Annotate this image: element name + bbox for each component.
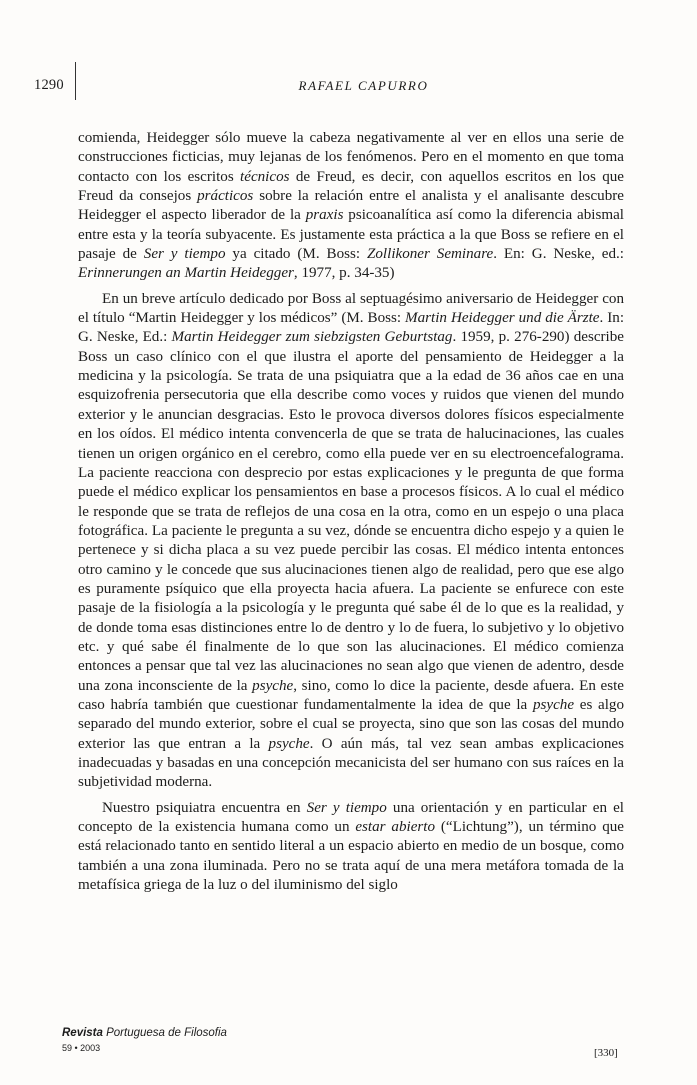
text-run: , sino, como lo dice la paciente, desde afuera. En este caso habría también que cuestionar fundamentalmente la idea de que la bbox=[78, 677, 624, 713]
text-run: , 1977, p. 34-35) bbox=[293, 265, 395, 282]
italic-run: prácticos bbox=[197, 188, 254, 205]
journal-title-rest: Portuguesa de Filosofia bbox=[102, 1027, 227, 1039]
journal-issue: 59 • 2003 bbox=[62, 1043, 101, 1053]
italic-run: Martin Heidegger zum siebzigsten Geburtstag bbox=[171, 329, 453, 346]
text-run: psicoanalítica así como la diferencia abismal entre esta y la teoría subyacente. Es justamente esta práctica a la que Boss se refiere en el pasaje de bbox=[78, 207, 624, 263]
text-run: En un breve artículo dedicado por Boss al septuagésimo aniversario de Heidegger con el título “Martin Heidegger y los médicos” (M. Boss: bbox=[78, 290, 624, 327]
journal-title-bold: Revista bbox=[62, 1027, 103, 1039]
italic-run: Erinnerungen an Martin Heidegger bbox=[78, 265, 294, 282]
italic-run: psyche bbox=[252, 677, 294, 694]
paragraph bbox=[78, 129, 624, 284]
italic-run: Ser y tiempo bbox=[143, 246, 226, 263]
body-text bbox=[78, 129, 624, 895]
text-run: Nuestro psiquiatra encuentra en bbox=[102, 799, 307, 816]
text-run: . 1959, p. 276-290) describe Boss un caso clínico con el que ilustra el aporte del pensamiento de Heidegger a la medicina y la psicología. Se trata de una psiquiatra que a la edad de 36 años cae en una esquizofrenia persecutoria que ella describe como voces y ruidos que vienen del mundo exterior y le anuncian desgracias. Esto le provoca diversos dolores físicos especialmente en los oídos. El médico intenta convencerla de que se trata de halucinaciones, las cuales tienen un origen orgánico en el cerebro, como ella puede ver en su electroencefalograma. La paciente reacciona con desprecio por estas explicaciones y le pregunta de que forma puede el médico explicar los pensamientos en base a procesos físicos. A lo cual el médico le responde que se trata de reflejos de una cosa en la otra, como en un espejo o una placa fotográfica. La paciente le pregunta a su vez, dónde se encuentra dicho espejo y a quien le pertenece y si dicha placa a su vez puede percibir las cosas. El médico intenta entonces otro camino y le concede que sus alucinaciones tienen algo de realidad, pero que ese algo es puramente psíquico que ella proyecta hacia afuera. La paciente se enfurece con este pasaje de la fisiología a la psicología y le pregunta qué sabe él de lo que es la realidad, y de donde toma esas distinciones entre lo de dentro y lo de fuera, lo subjetivo y lo objetivo etc. y qué sabe él finalmente de lo que son las alucinaciones. El médico comienza entonces a pensar que tal vez las alucinaciones no sean algo que vienen de adentro, desde una zona inconsciente de la bbox=[78, 329, 624, 694]
italic-run: praxis bbox=[305, 207, 344, 224]
text-run: es algo separado del mundo exterior, sobre el cual se proyecta, sino que son las cosas del mundo exterior las que entran a la bbox=[78, 696, 625, 752]
page-number: 1290 bbox=[34, 77, 64, 93]
italic-run: Zollikoner Seminare bbox=[366, 246, 494, 263]
text-run: sobre la relación entre el analista y el analisante descubre Heidegger el aspecto liberador de la bbox=[78, 188, 624, 224]
text-run: ya citado (M. Boss: bbox=[225, 246, 367, 263]
text-run: . In: G. Neske, Ed.: bbox=[78, 310, 625, 346]
text-run: una orientación y en particular en el concepto de la existencia humana como un bbox=[78, 799, 624, 836]
text-run: . O aún más, tal vez sean ambas explicaciones inadecuadas y basadas en una concepción mecanicista del ser humano con sus raíces en la subjetividad moderna. bbox=[78, 735, 625, 791]
italic-run: psyche bbox=[268, 735, 310, 752]
text-run: . En: G. Neske, ed.: bbox=[493, 246, 624, 263]
paragraph bbox=[78, 799, 624, 896]
italic-run: estar abierto bbox=[355, 819, 436, 836]
running-head: RAFAEL CAPURRO bbox=[298, 78, 429, 93]
text-run: (“Lichtung”), un término que está relacionado tanto en sentido literal a un espacio abierto en medio de un bosque, como también a una zona iluminada. Pero no se trata aquí de una mera metáfora tomada de la metafísica griega de la luz o del iluminismo del siglo bbox=[78, 819, 624, 894]
text-run: comienda, Heidegger sólo mueve la cabeza negativamente al ver en ellos una serie de construcciones ficticias, muy lejanas de los fenómenos. Pero en el momento en que toma contacto con los escritos bbox=[78, 130, 624, 185]
italic-run: Martin Heidegger und die Ärzte bbox=[405, 310, 600, 327]
journal-title bbox=[62, 1027, 227, 1039]
page-code: [330] bbox=[594, 1047, 618, 1059]
text-run: de Freud, es decir, con aquellos escritos en los que Freud da consejos bbox=[78, 168, 624, 205]
italic-run: técnicos bbox=[240, 168, 290, 185]
italic-run: psyche bbox=[532, 696, 575, 713]
paragraph bbox=[78, 290, 624, 793]
italic-run: Ser y tiempo bbox=[306, 799, 387, 816]
